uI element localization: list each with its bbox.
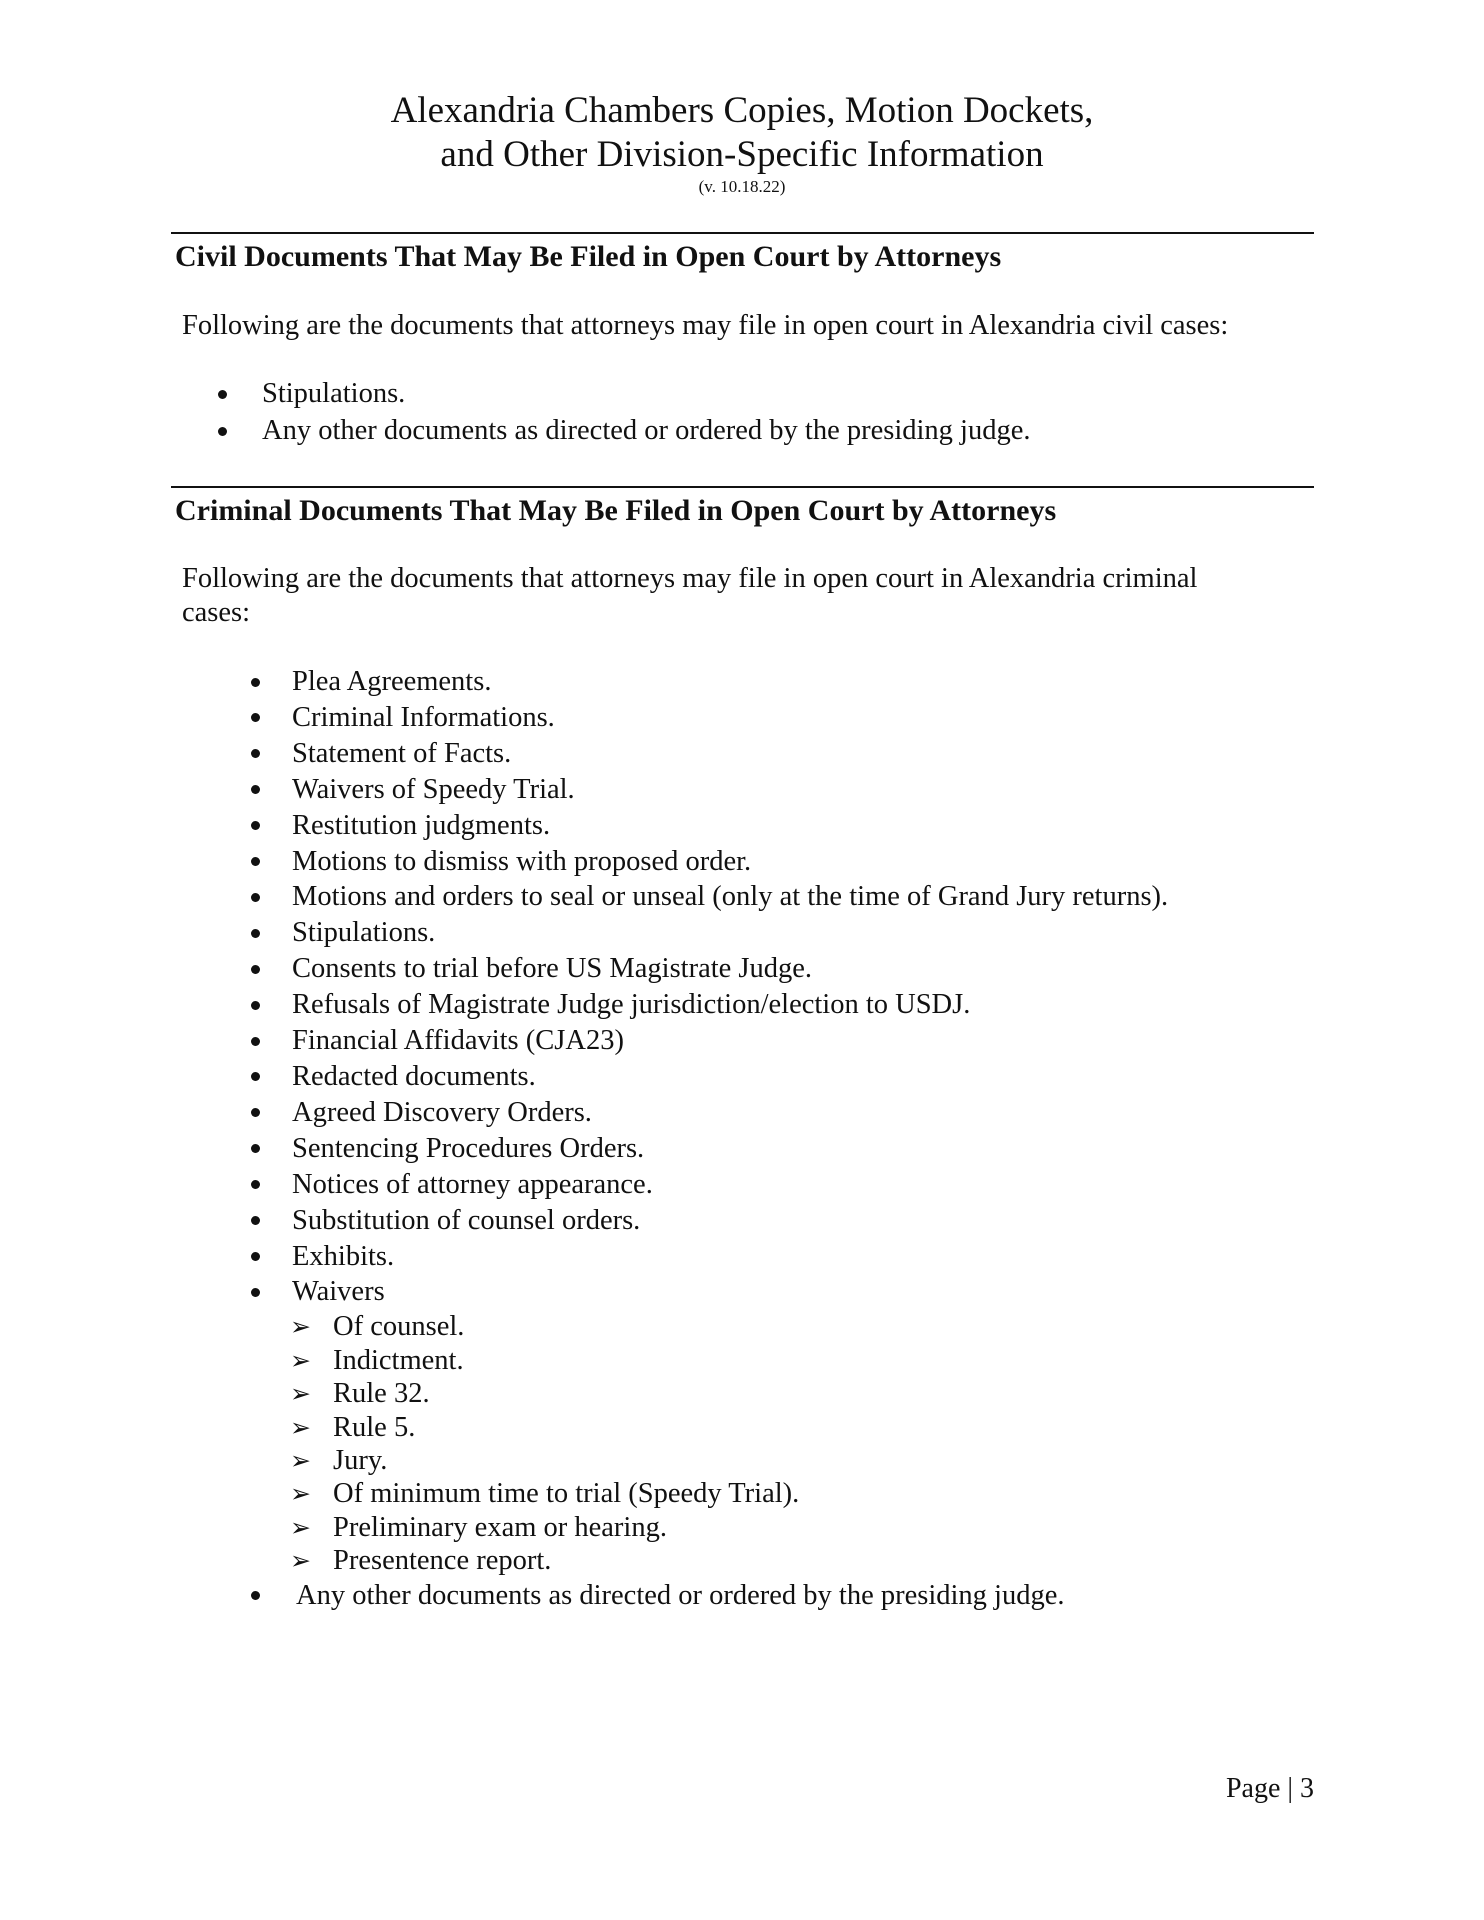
- sublist-item: [290, 1544, 1168, 1577]
- sublist-item: [290, 1511, 1168, 1544]
- list-item-text: Sentencing Procedures Orders.: [292, 1132, 645, 1164]
- list-item: [292, 987, 1168, 1023]
- bullet-icon: [251, 1001, 260, 1010]
- list-item: [292, 772, 1168, 808]
- bullet-icon: [251, 678, 260, 687]
- waivers-sublist: [292, 1310, 1168, 1577]
- sublist-item: [290, 1310, 1168, 1343]
- sublist-item: [290, 1411, 1168, 1444]
- civil-section-heading: Civil Documents That May Be Filed in Open Court by Attorneys: [175, 240, 1002, 273]
- list-item-text: Exhibits.: [292, 1240, 395, 1272]
- list-item: [292, 1578, 1168, 1614]
- criminal-intro-paragraph: Following are the documents that attorneys may file in open court in Alexandria criminal cases:: [182, 563, 1198, 628]
- sublist-item-text: Preliminary exam or hearing.: [333, 1511, 667, 1543]
- list-item-text: Any other documents as directed or ordered by the presiding judge.: [262, 414, 1031, 446]
- civil-intro-paragraph: Following are the documents that attorneys may file in open court in Alexandria civil cases:: [182, 310, 1229, 341]
- list-item: [292, 1131, 1168, 1167]
- list-item-text: Notices of attorney appearance.: [292, 1168, 653, 1200]
- list-item-text: Motions and orders to seal or unseal (only at the time of Grand Jury returns).: [292, 881, 1169, 913]
- sublist-item: [290, 1377, 1168, 1410]
- bullet-icon: [251, 1037, 260, 1046]
- list-item: [292, 1059, 1168, 1095]
- arrow-bullet-icon: ➢: [290, 1479, 311, 1509]
- arrow-bullet-icon: ➢: [290, 1312, 311, 1342]
- list-item-text: Redacted documents.: [292, 1060, 536, 1092]
- sublist-item-text: Rule 32.: [333, 1378, 430, 1410]
- bullet-icon: [251, 1252, 260, 1261]
- list-item-text: Substitution of counsel orders.: [292, 1204, 641, 1236]
- bullet-icon: [251, 1288, 260, 1297]
- bullet-icon: [251, 1072, 260, 1081]
- list-item-text: Stipulations.: [262, 378, 406, 409]
- sublist-item: [290, 1344, 1168, 1377]
- list-item-text: Criminal Informations.: [292, 701, 555, 733]
- bullet-icon: [251, 857, 260, 866]
- bullet-icon: [251, 713, 260, 722]
- sublist-item-text: Of minimum time to trial (Speedy Trial).: [333, 1478, 800, 1510]
- list-item: [292, 1023, 1168, 1059]
- list-item-text: Motions to dismiss with proposed order.: [292, 845, 752, 877]
- civil-documents-list: [262, 376, 1030, 449]
- page-number: Page | 3: [1225, 1773, 1314, 1804]
- list-item-text: Refusals of Magistrate Judge jurisdiction/election to USDJ.: [292, 989, 971, 1021]
- list-item-text: Financial Affidavits (CJA23): [292, 1025, 624, 1057]
- list-item-text: Consents to trial before US Magistrate Judge.: [292, 953, 813, 985]
- list-item: [292, 879, 1168, 915]
- criminal-section-heading: Criminal Documents That May Be Filed in Open Court by Attorneys: [175, 494, 1057, 527]
- bullet-icon: [251, 893, 260, 902]
- sublist-item-text: Jury.: [333, 1444, 388, 1476]
- bullet-icon: [218, 427, 227, 436]
- document-title-line-2: and Other Division-Specific Information: [440, 134, 1044, 175]
- arrow-bullet-icon: ➢: [290, 1345, 311, 1375]
- list-item: [292, 1239, 1168, 1275]
- list-item: [292, 664, 1168, 700]
- bullet-icon: [251, 785, 260, 794]
- sublist-item: [290, 1444, 1168, 1477]
- list-item-text: Waivers: [292, 1276, 385, 1308]
- list-item-text: Stipulations.: [292, 917, 436, 949]
- list-item: [292, 736, 1168, 772]
- list-item-text: Statement of Facts.: [292, 737, 512, 769]
- bullet-icon: [251, 965, 260, 974]
- bullet-icon: [251, 1216, 260, 1225]
- list-item-text: Any other documents as directed or ordered by the presiding judge.: [296, 1579, 1065, 1611]
- section-divider: [171, 486, 1314, 488]
- bullet-icon: [251, 1180, 260, 1189]
- bullet-icon: [251, 1108, 260, 1117]
- list-item: [262, 413, 1030, 450]
- arrow-bullet-icon: ➢: [290, 1512, 311, 1542]
- section-divider: [171, 232, 1314, 234]
- sublist-item-text: Indictment.: [333, 1344, 464, 1376]
- document-title-line-1: Alexandria Chambers Copies, Motion Dockets,: [390, 90, 1094, 131]
- arrow-bullet-icon: ➢: [290, 1379, 311, 1409]
- sublist-item-text: Rule 5.: [333, 1411, 416, 1443]
- list-item: [292, 1095, 1168, 1131]
- list-item-text: Waivers of Speedy Trial.: [292, 773, 575, 805]
- list-item: [292, 808, 1168, 844]
- list-item-waivers: [292, 1274, 1168, 1577]
- list-item: [292, 1167, 1168, 1203]
- criminal-documents-list: [292, 664, 1168, 1613]
- list-item: [292, 844, 1168, 880]
- list-item-text: Plea Agreements.: [292, 666, 492, 697]
- list-item-text: Restitution judgments.: [292, 809, 551, 841]
- bullet-icon: [251, 749, 260, 758]
- arrow-bullet-icon: ➢: [290, 1445, 311, 1475]
- arrow-bullet-icon: ➢: [290, 1412, 311, 1442]
- list-item: [292, 1203, 1168, 1239]
- bullet-icon: [251, 1591, 260, 1600]
- bullet-icon: [251, 1144, 260, 1153]
- arrow-bullet-icon: ➢: [290, 1546, 311, 1576]
- sublist-item-text: Of counsel.: [333, 1311, 465, 1343]
- version-label: (v. 10.18.22): [698, 177, 786, 196]
- bullet-icon: [251, 929, 260, 938]
- bullet-icon: [218, 390, 227, 399]
- list-item: [262, 376, 1030, 413]
- list-item: [292, 915, 1168, 951]
- sublist-item-text: Presentence report.: [333, 1545, 552, 1577]
- list-item-text: Agreed Discovery Orders.: [292, 1096, 592, 1128]
- list-item: [292, 700, 1168, 736]
- bullet-icon: [251, 821, 260, 830]
- list-item: [292, 951, 1168, 987]
- sublist-item: [290, 1477, 1168, 1510]
